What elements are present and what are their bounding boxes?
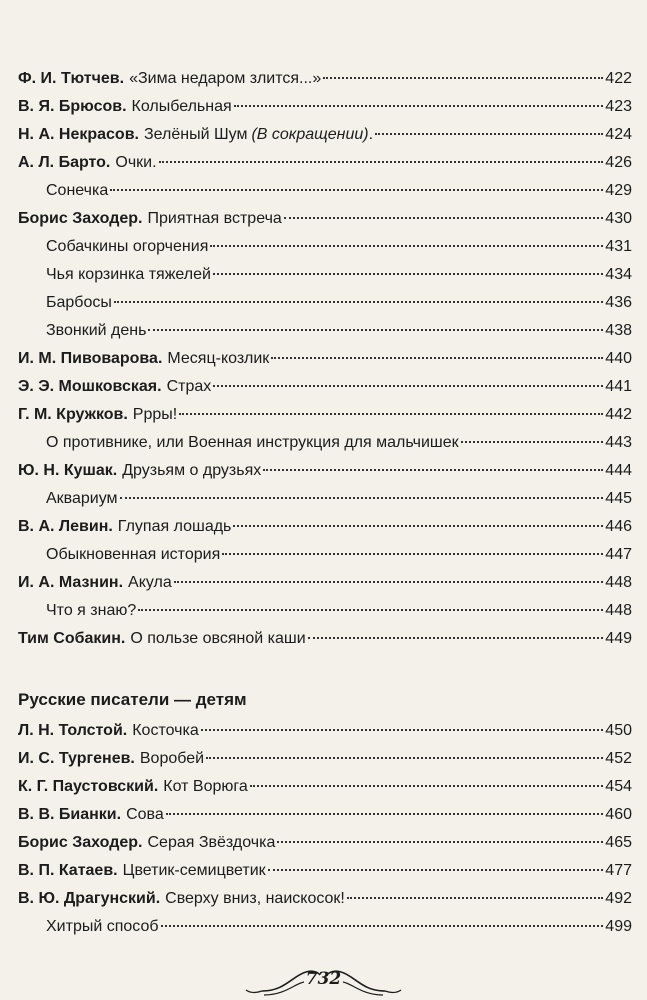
toc-entry xyxy=(18,746,632,772)
entry-page: 434 xyxy=(605,266,632,283)
page-number: 732 xyxy=(305,969,342,989)
dot-leader xyxy=(268,868,604,871)
toc-entry xyxy=(18,570,632,596)
section-heading: Русские писатели — детям xyxy=(18,690,247,709)
dot-leader xyxy=(234,104,604,107)
entry-page: 447 xyxy=(605,546,632,563)
entry-title: Звонкий день xyxy=(46,322,147,339)
entry-title: Цветик-семицветик xyxy=(122,862,266,879)
toc-entry xyxy=(18,122,632,148)
entry-title: Кот Ворюга xyxy=(163,778,248,795)
dot-leader xyxy=(250,784,604,787)
entry-author: И. М. Пивоварова. xyxy=(18,350,163,367)
entry-author: И. С. Тургенев. xyxy=(18,750,135,767)
entry-title: Серая Звёздочка xyxy=(147,834,276,851)
entry-author: Г. М. Кружков. xyxy=(18,406,128,423)
toc-entry xyxy=(46,234,632,260)
dot-leader xyxy=(375,132,603,135)
dot-leader xyxy=(148,328,603,331)
dot-leader xyxy=(347,896,603,899)
entry-page: 431 xyxy=(605,238,632,255)
dot-leader xyxy=(222,552,603,555)
entry-page: 442 xyxy=(605,406,632,423)
dot-leader xyxy=(284,216,603,219)
entry-title: Глупая лошадь xyxy=(117,518,232,535)
dot-leader xyxy=(174,580,604,583)
dot-leader xyxy=(179,412,603,415)
toc-entry xyxy=(46,290,632,316)
entry-page: 426 xyxy=(605,154,632,171)
toc-entry xyxy=(18,66,632,92)
entry-author: В. Я. Брюсов. xyxy=(18,98,127,115)
entry-page: 454 xyxy=(605,778,632,795)
entry-page: 448 xyxy=(605,602,632,619)
toc-entry xyxy=(18,402,632,428)
entry-author: В. В. Бианки. xyxy=(18,806,122,823)
entry-title: Колыбельная xyxy=(131,98,232,115)
dot-leader xyxy=(110,188,603,191)
dot-leader xyxy=(308,636,604,639)
toc-entry xyxy=(46,486,632,512)
entry-author: Ю. Н. Кушак. xyxy=(18,462,118,479)
entry-title: Приятная встреча xyxy=(147,210,282,227)
entry-page: 477 xyxy=(605,862,632,879)
page-footer xyxy=(0,960,647,1000)
entry-author: Н. А. Некрасов. xyxy=(18,126,139,143)
dot-leader xyxy=(159,160,604,163)
toc-entry xyxy=(46,914,632,940)
entry-page: 436 xyxy=(605,294,632,311)
entry-page: 450 xyxy=(605,722,632,739)
toc-entry xyxy=(46,542,632,568)
toc-entry xyxy=(18,150,632,176)
entry-closer: . xyxy=(368,126,374,143)
toc-entry xyxy=(18,802,632,828)
toc-entry xyxy=(46,178,632,204)
entry-title: «Зима недаром злится...» xyxy=(129,70,322,87)
entry-title: Страх xyxy=(166,378,212,395)
entry-title: Зелёный Шум xyxy=(143,126,248,143)
dot-leader xyxy=(271,356,603,359)
entry-page: 452 xyxy=(605,750,632,767)
toc-entry xyxy=(46,598,632,624)
dot-leader xyxy=(166,812,604,815)
entry-page: 465 xyxy=(605,834,632,851)
dot-leader xyxy=(210,244,603,247)
entry-page: 430 xyxy=(605,210,632,227)
toc-entry xyxy=(18,458,632,484)
entry-page: 429 xyxy=(605,182,632,199)
entry-title: Сонечка xyxy=(46,182,109,199)
dot-leader xyxy=(461,440,604,443)
toc-entry xyxy=(46,430,632,456)
entry-page: 460 xyxy=(605,806,632,823)
toc-entry xyxy=(18,374,632,400)
entry-title: Собачкины огорчения xyxy=(46,238,209,255)
entry-page: 422 xyxy=(605,70,632,87)
dot-leader xyxy=(206,756,603,759)
entry-title: Сверху вниз, наискосок! xyxy=(165,890,345,907)
toc-entry xyxy=(18,514,632,540)
dot-leader xyxy=(161,924,604,927)
entry-title: Обыкновенная история xyxy=(46,546,221,563)
entry-title: Аквариум xyxy=(46,490,118,507)
entry-page: 423 xyxy=(605,98,632,115)
entry-title: Друзьям о друзьях xyxy=(122,462,262,479)
entry-title: Ррры! xyxy=(132,406,178,423)
dot-leader xyxy=(201,728,604,731)
toc-entry xyxy=(18,858,632,884)
dot-leader xyxy=(213,384,603,387)
entry-page: 445 xyxy=(605,490,632,507)
entry-title: Хитрый способ xyxy=(46,918,159,935)
entry-page: 492 xyxy=(605,890,632,907)
toc-entry xyxy=(18,626,632,652)
toc-entry xyxy=(46,318,632,344)
entry-page: 446 xyxy=(605,518,632,535)
dot-leader xyxy=(120,496,604,499)
dot-leader xyxy=(138,608,603,611)
entry-author: Ф. И. Тютчев. xyxy=(18,70,125,87)
dot-leader xyxy=(114,300,603,303)
toc-entry xyxy=(18,718,632,744)
toc-entry xyxy=(18,346,632,372)
entry-title: Очки. xyxy=(115,154,157,171)
toc-entry xyxy=(46,262,632,288)
entry-author: В. А. Левин. xyxy=(18,518,113,535)
dot-leader xyxy=(213,272,603,275)
toc-entry xyxy=(18,206,632,232)
entry-title: Акула xyxy=(128,574,172,591)
toc-entry xyxy=(18,886,632,912)
entry-author: Борис Заходер. xyxy=(18,210,143,227)
entry-author: В. П. Катаев. xyxy=(18,862,118,879)
entry-title: Косточка xyxy=(132,722,199,739)
entry-title: О пользе овсяной каши xyxy=(130,630,306,647)
toc-entry xyxy=(18,830,632,856)
entry-page: 438 xyxy=(605,322,632,339)
entry-author: В. Ю. Драгунский. xyxy=(18,890,161,907)
toc-entry xyxy=(18,94,632,120)
entry-title: Месяц-козлик xyxy=(167,350,270,367)
entry-author: А. Л. Барто. xyxy=(18,154,111,171)
toc-entry xyxy=(18,774,632,800)
entry-title: Воробей xyxy=(139,750,205,767)
entry-title: Барбосы xyxy=(46,294,112,311)
entry-title: Что я знаю? xyxy=(46,602,137,619)
entry-author: Э. Э. Мошковская. xyxy=(18,378,162,395)
dot-leader xyxy=(323,76,603,79)
dot-leader xyxy=(277,840,603,843)
entry-title: О противнике, или Военная инструкция для мальчишек xyxy=(46,434,459,451)
dot-leader xyxy=(233,524,603,527)
entry-page: 499 xyxy=(605,918,632,935)
entry-page: 424 xyxy=(605,126,632,143)
entry-page: 440 xyxy=(605,350,632,367)
entry-author: К. Г. Паустовский. xyxy=(18,778,159,795)
dot-leader xyxy=(263,468,603,471)
entry-author: Тим Собакин. xyxy=(18,630,126,647)
entry-page: 441 xyxy=(605,378,632,395)
entry-author: Л. Н. Толстой. xyxy=(18,722,128,739)
entry-page: 448 xyxy=(605,574,632,591)
entry-page: 449 xyxy=(605,630,632,647)
entry-author: Борис Заходер. xyxy=(18,834,143,851)
entry-page: 443 xyxy=(605,434,632,451)
entry-page: 444 xyxy=(605,462,632,479)
entry-title: Сова xyxy=(126,806,164,823)
entry-note: (В сокращении) xyxy=(251,126,369,143)
entry-title: Чья корзинка тяжелей xyxy=(46,266,211,283)
entry-author: И. А. Мазнин. xyxy=(18,574,124,591)
